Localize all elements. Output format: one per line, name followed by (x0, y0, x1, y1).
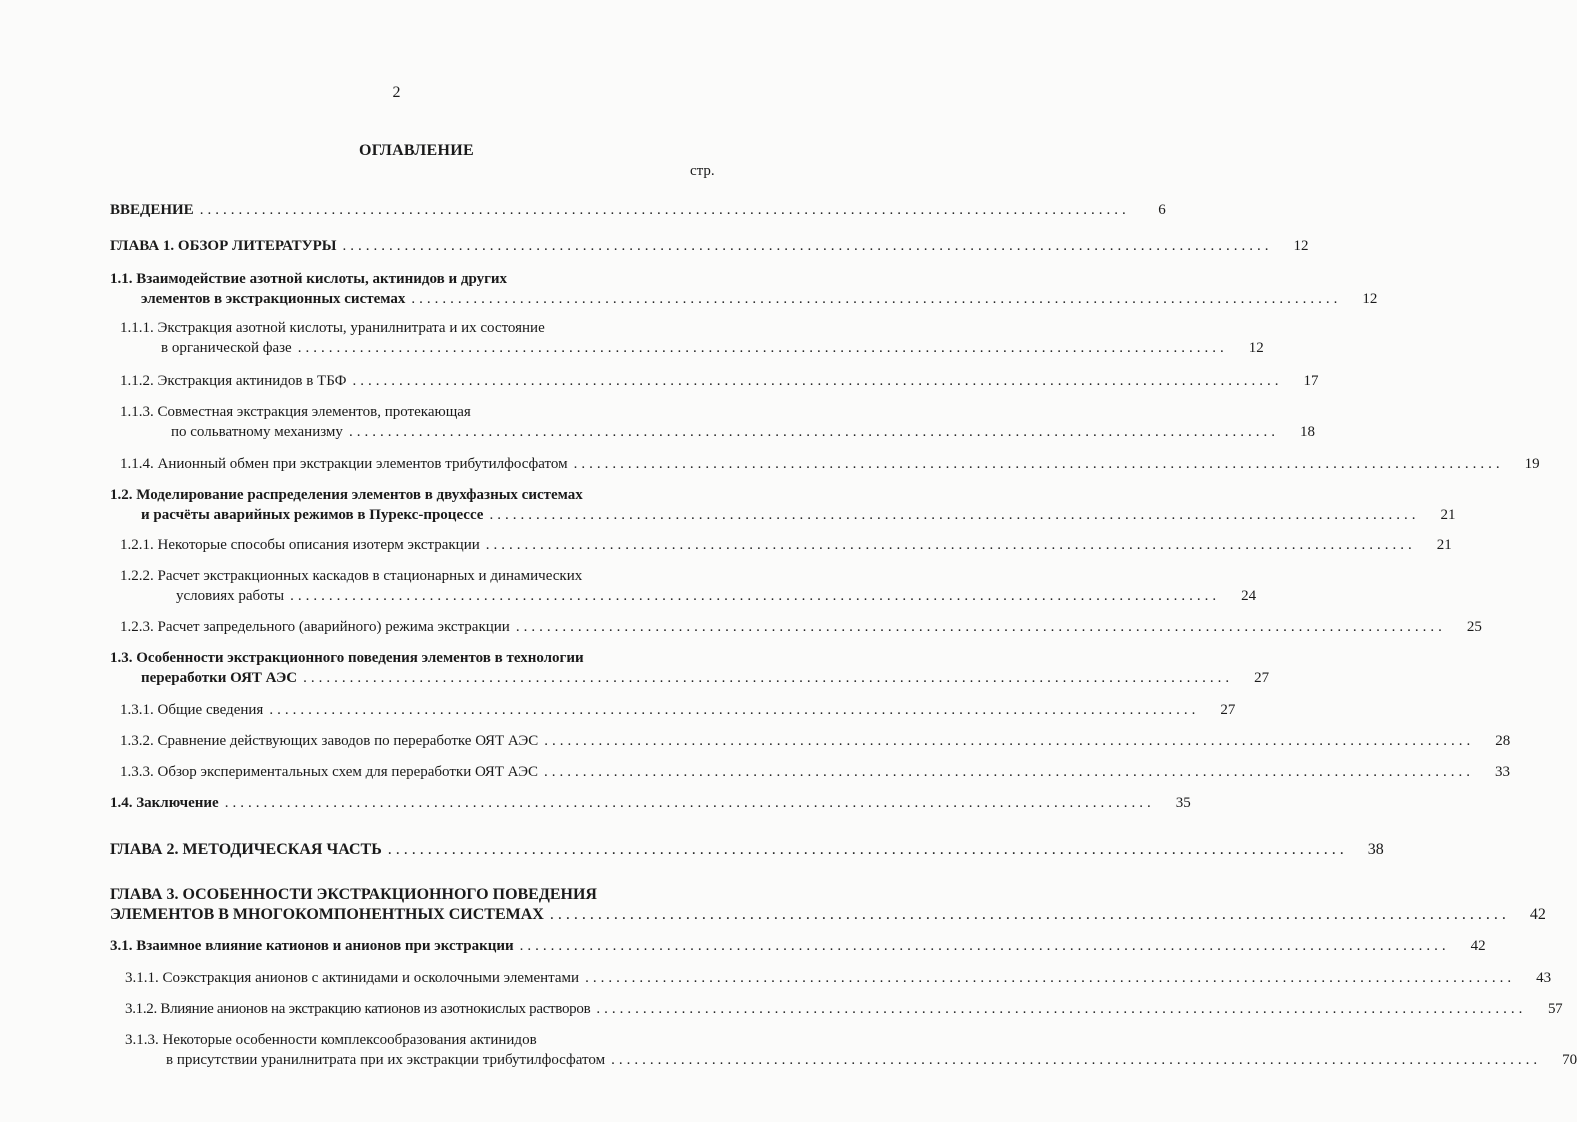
entry-title: 1.3.2. Сравнение действующих заводов по переработке ОЯТ АЭС (120, 733, 539, 749)
leader-dots: ........................................................................................................................ (489, 507, 1420, 523)
toc-entry-1-2[interactable] (0, 485, 1456, 525)
toc-entry-chapter-3[interactable] (0, 885, 1546, 925)
toc-entry-1-1[interactable] (0, 269, 1378, 309)
entry-title: ГЛАВА 2. МЕТОДИЧЕСКАЯ ЧАСТЬ (110, 841, 382, 858)
leader-dots: ........................................................................................................................ (290, 588, 1221, 604)
toc-entry-1-3-2[interactable] (0, 731, 1511, 751)
leader-dots: ........................................................................................................................ (611, 1052, 1542, 1068)
toc-entry-3-1-2[interactable] (0, 999, 1563, 1019)
toc-entry-introduction[interactable] (0, 200, 1166, 220)
toc-entry-3-1-1[interactable] (0, 968, 1552, 988)
entry-page: 21 (1436, 537, 1452, 553)
toc-entry-1-1-4[interactable] (0, 454, 1540, 474)
toc-entry-1-2-2[interactable] (0, 566, 1257, 606)
page-column-label: стр. (690, 163, 715, 179)
toc-entry-1-4[interactable] (0, 793, 1191, 813)
leader-dots: ........................................................................................................................ (303, 670, 1234, 686)
leader-dots: ........................................................................................................................ (352, 373, 1283, 389)
entry-page: 38 (1367, 841, 1384, 858)
leader-dots: ........................................................................................................................ (297, 340, 1228, 356)
toc-entry-1-1-1[interactable] (0, 318, 1264, 358)
entry-page: 42 (1529, 906, 1546, 923)
entry-title: 1.3.3. Обзор экспериментальных схем для переработки ОЯТ АЭС (120, 764, 539, 780)
leader-dots: ........................................................................................................................ (573, 456, 1504, 472)
leader-dots: ........................................................................................................................ (269, 702, 1200, 718)
leader-dots: ........................................................................................................................ (411, 291, 1342, 307)
toc-entry-1-1-3[interactable] (0, 402, 1315, 442)
entry-title-line-1: 1.1. Взаимодействие азотной кислоты, актинидов и других (110, 271, 508, 287)
entry-title: 3.1.2. Влияние анионов на экстракцию катионов из азотнокислых растворов (125, 1001, 591, 1017)
entry-page: 28 (1495, 733, 1511, 749)
toc-entry-1-3-3[interactable] (0, 762, 1511, 782)
entry-title-line-2: ЭЛЕМЕНТОВ В МНОГОКОМПОНЕНТНЫХ СИСТЕМАХ (110, 906, 544, 923)
leader-dots: ........................................................................................................................ (342, 238, 1273, 254)
leader-dots: ........................................................................................................................ (549, 906, 1510, 923)
entry-title: 1.1.4. Анионный обмен при экстракции элементов трибутилфосфатом (120, 456, 568, 472)
entry-title-line-2: условиях работы (176, 588, 285, 604)
toc-title: ОГЛАВЛЕНИЕ (359, 142, 474, 159)
entry-page: 6 (1158, 202, 1166, 218)
entry-page: 33 (1495, 764, 1511, 780)
entry-title-line-1: 1.2.2. Расчет экстракционных каскадов в стационарных и динамических (120, 568, 583, 584)
toc-entry-1-2-1[interactable] (0, 535, 1452, 555)
toc-entry-chapter-2[interactable] (0, 840, 1384, 860)
entry-page: 70 (1562, 1052, 1577, 1068)
entry-title-line-1: 3.1.3. Некоторые особенности комплексообразования актинидов (125, 1032, 537, 1048)
entry-page: 18 (1299, 424, 1315, 440)
toc-entry-chapter-1[interactable] (0, 236, 1309, 256)
leader-dots: ........................................................................................................................ (596, 1001, 1527, 1017)
leader-dots: ........................................................................................................................ (544, 733, 1475, 749)
leader-dots: ........................................................................................................................ (199, 202, 1130, 218)
entry-page: 35 (1175, 795, 1191, 811)
entry-title-line-2: переработки ОЯТ АЭС (141, 670, 298, 686)
entry-title: 3.1. Взаимное влияние катионов и анионов при экстракции (110, 938, 514, 954)
entry-page: 43 (1536, 970, 1552, 986)
entry-title: 1.1.2. Экстракция актинидов в ТБФ (120, 373, 347, 389)
entry-title-line-1: 1.3. Особенности экстракционного поведения элементов в технологии (110, 650, 584, 666)
entry-title-line-1: 1.2. Моделирование распределения элементов в двухфазных системах (110, 487, 583, 503)
entry-title: 1.2.3. Расчет запредельного (аварийного) режима экстракции (120, 619, 510, 635)
entry-title-line-1: 1.1.3. Совместная экстракция элементов, протекающая (120, 404, 471, 420)
entry-title: ГЛАВА 1. ОБЗОР ЛИТЕРАТУРЫ (110, 238, 337, 254)
entry-page: 17 (1303, 373, 1319, 389)
entry-page: 12 (1248, 340, 1264, 356)
toc-entry-3-1-3[interactable] (0, 1030, 1577, 1070)
entry-title-line-1: 1.1.1. Экстракция азотной кислоты, уранилнитрата и их состояние (120, 320, 545, 336)
entry-title-line-2: в органической фазе (161, 340, 292, 356)
entry-page: 25 (1466, 619, 1482, 635)
entry-page: 27 (1254, 670, 1270, 686)
entry-title: 3.1.1. Соэкстракция анионов с актинидами и осколочными элементами (125, 970, 580, 986)
page-number: 2 (392, 84, 401, 101)
toc-entry-1-3-1[interactable] (0, 700, 1236, 720)
entry-title-line-2: в присутствии уранилнитрата при их экстракции трибутилфосфатом (166, 1052, 606, 1068)
entry-title-line-1: ГЛАВА 3. ОСОБЕННОСТИ ЭКСТРАКЦИОННОГО ПОВЕДЕНИЯ (110, 886, 597, 903)
leader-dots: ........................................................................................................................ (485, 537, 1416, 553)
leader-dots: ........................................................................................................................ (348, 424, 1279, 440)
entry-page: 21 (1440, 507, 1456, 523)
toc-entry-3-1[interactable] (0, 936, 1486, 956)
leader-dots: ........................................................................................................................ (387, 841, 1348, 858)
entry-title-line-2: и расчёты аварийных режимов в Пурекс-процессе (141, 507, 484, 523)
leader-dots: ........................................................................................................................ (519, 938, 1450, 954)
leader-dots: ........................................................................................................................ (515, 619, 1446, 635)
entry-title: 1.4. Заключение (110, 795, 219, 811)
leader-dots: ........................................................................................................................ (585, 970, 1516, 986)
toc-entry-1-2-3[interactable] (0, 617, 1482, 637)
entry-page: 19 (1524, 456, 1540, 472)
toc-entry-1-3[interactable] (0, 648, 1270, 688)
entry-page: 12 (1362, 291, 1378, 307)
toc-entry-1-1-2[interactable] (0, 371, 1319, 391)
entry-title-line-2: элементов в экстракционных системах (141, 291, 406, 307)
entry-page: 24 (1241, 588, 1257, 604)
entry-title: 1.3.1. Общие сведения (120, 702, 264, 718)
leader-dots: ........................................................................................................................ (544, 764, 1475, 780)
entry-title-line-2: по сольватному механизму (171, 424, 343, 440)
entry-title: 1.2.1. Некоторые способы описания изотерм экстракции (120, 537, 480, 553)
leader-dots: ........................................................................................................................ (224, 795, 1155, 811)
entry-page: 57 (1547, 1001, 1563, 1017)
entry-page: 27 (1220, 702, 1236, 718)
entry-page: 12 (1293, 238, 1309, 254)
entry-title: ВВЕДЕНИЕ (110, 202, 194, 218)
entry-page: 42 (1470, 938, 1486, 954)
